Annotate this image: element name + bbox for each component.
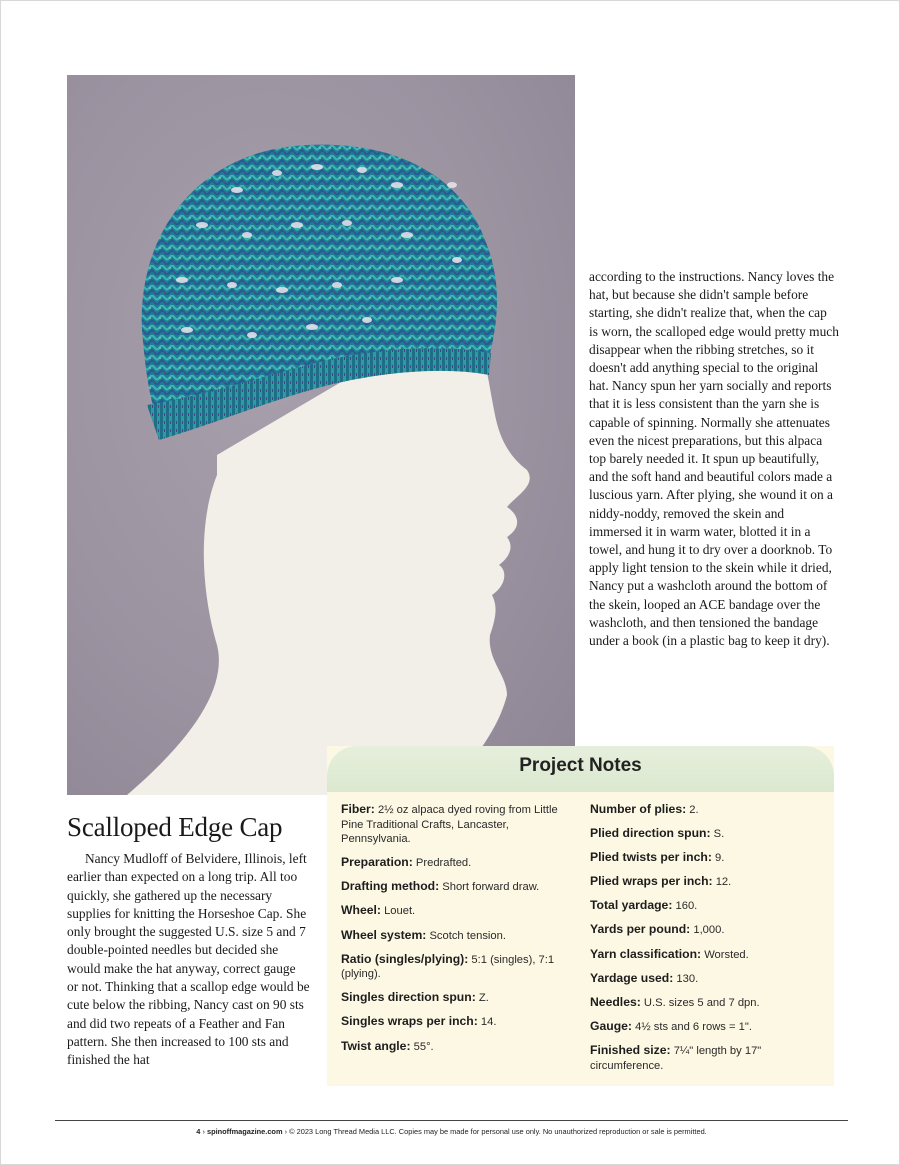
note-wheel-system: [341, 928, 577, 944]
note-key: Ratio (singles/plying):: [341, 951, 469, 966]
note-plied-twists: [590, 850, 826, 866]
photo-knitted-cap: [67, 75, 575, 795]
note-value: Louet.: [384, 905, 416, 918]
note-value: 55°.: [413, 1040, 434, 1053]
note-key: Yarn classification:: [590, 946, 702, 961]
note-key: Fiber:: [341, 802, 375, 816]
note-gauge: [590, 1019, 826, 1035]
note-plied-direction: [590, 826, 826, 842]
note-value: Worsted.: [704, 948, 749, 961]
note-fiber: [341, 802, 577, 847]
footer-separator: ›: [202, 1127, 207, 1136]
footer-rule: [55, 1120, 848, 1121]
note-key: Singles wraps per inch:: [341, 1014, 478, 1029]
note-needles: [590, 995, 826, 1011]
note-key: Plied direction spun:: [590, 826, 711, 841]
note-ratio: [341, 952, 577, 982]
note-key: Preparation:: [341, 855, 413, 870]
note-number-of-plies: [590, 802, 826, 818]
note-value: 1,000.: [693, 924, 725, 937]
page-footer: [55, 1127, 848, 1136]
page-number: 4: [196, 1127, 201, 1136]
note-value: 7¼" length by 17" circumference.: [590, 1044, 762, 1072]
note-key: Number of plies:: [590, 802, 687, 816]
note-key: Drafting method:: [341, 879, 440, 894]
article-paragraph-right: according to the instructions. Nancy loves the hat, but because she didn't sample before starting, she didn't realize that, when the cap is worn, the scalloped edge would pretty much disappear when the ribbing stretches, so it doesn't add anything special to the original hat. Nancy spun her yarn socially and reports that it is less consistent than the yarn she is capable of spinning. Normally she attenuates even the nicest preparations, but this alpaca top barely needed it. It spun up beautifully, and the soft hand and beautiful colors made a luscious yarn. After plying, she wound it on a niddy-noddy, removed the skein and immersed it in warm water, blotted it in a towel, and hung it to dry over a doorknob. To apply light tension to the skein while it dried, Nancy put a washcloth around the bottom of the skein, looped an ACE bandage over the washcloth, and then tensioned the bandage under a book (in a plastic bag to keep it dry).: [589, 269, 839, 649]
note-key: Singles direction spun:: [341, 990, 476, 1005]
note-value: 160.: [675, 900, 698, 913]
project-notes-title: Project Notes: [519, 755, 642, 776]
note-value: Short forward draw.: [442, 881, 540, 894]
note-key: Yardage used:: [590, 970, 674, 985]
note-finished-size: [590, 1043, 826, 1073]
note-yarn-classification: [590, 947, 826, 963]
note-value: U.S. sizes 5 and 7 dpn.: [643, 996, 760, 1009]
note-preparation: [341, 855, 577, 871]
article-paragraph-left: Nancy Mudloff of Belvidere, Illinois, left earlier than expected on a long trip. All too quickly, she gathered up the necessary supplies for knitting the Horseshoe Cap. She only brought the suggested U.S. size 5 and 7 double-pointed needles but decided she would make the hat anyway, correct gauge or not. Thinking that a scallop edge would be cute below the ribbing, Nancy cast on 90 sts and did two repeats of a Feather and Fan pattern. She then increased to 100 sts and finished the hat: [67, 851, 310, 1068]
note-singles-direction: [341, 990, 577, 1006]
project-notes-box: [327, 746, 834, 1086]
note-value: 4½ sts and 6 rows = 1".: [635, 1020, 752, 1033]
note-value: 5:1 (singles), 7:1 (plying).: [341, 953, 555, 981]
note-wheel: [341, 903, 577, 919]
note-value: Scotch tension.: [429, 929, 506, 942]
note-value: 9.: [715, 852, 725, 865]
photo-illustration: [67, 75, 575, 795]
note-total-yardage: [590, 898, 826, 914]
note-value: 2½ oz alpaca dyed roving from Little Pine Traditional Crafts, Lancaster, Pennsylvania.: [341, 804, 558, 846]
note-key: Plied wraps per inch:: [590, 874, 713, 889]
note-value: 130.: [676, 972, 699, 985]
note-key: Yards per pound:: [590, 922, 691, 937]
project-notes-header: [327, 746, 834, 792]
note-key: Total yardage:: [590, 898, 673, 913]
note-key: Finished size:: [590, 1042, 671, 1057]
note-yardage-used: [590, 971, 826, 987]
project-notes-right-column: [590, 802, 826, 1082]
note-key: Twist angle:: [341, 1038, 411, 1053]
note-key: Plied twists per inch:: [590, 850, 712, 865]
note-yards-per-pound: [590, 922, 826, 938]
note-value: Z.: [478, 992, 489, 1005]
note-twist-angle: [341, 1039, 577, 1055]
note-key: Needles:: [590, 994, 641, 1009]
note-key: Wheel:: [341, 903, 381, 918]
note-value: 12.: [715, 876, 732, 889]
note-value: 2.: [689, 804, 699, 816]
note-value: 14.: [480, 1016, 497, 1029]
footer-separator: ›: [284, 1127, 290, 1136]
article-text-left-column: [67, 850, 310, 1070]
note-plied-wraps: [590, 874, 826, 890]
footer-copyright: © 2023 Long Thread Media LLC. Copies may be made for personal use only. No unauthorized reproduction or sale is permitted.: [289, 1127, 707, 1136]
note-drafting-method: [341, 879, 577, 895]
article-title: Scalloped Edge Cap: [67, 812, 283, 842]
note-value: Predrafted.: [415, 857, 472, 870]
note-key: Wheel system:: [341, 927, 427, 942]
note-value: S.: [713, 828, 725, 841]
note-singles-wraps: [341, 1014, 577, 1030]
article-text-right-column: [589, 268, 839, 650]
note-key: Gauge:: [590, 1018, 632, 1033]
footer-site-link[interactable]: spinoffmagazine.com: [206, 1127, 283, 1136]
project-notes-left-column: [341, 802, 577, 1063]
